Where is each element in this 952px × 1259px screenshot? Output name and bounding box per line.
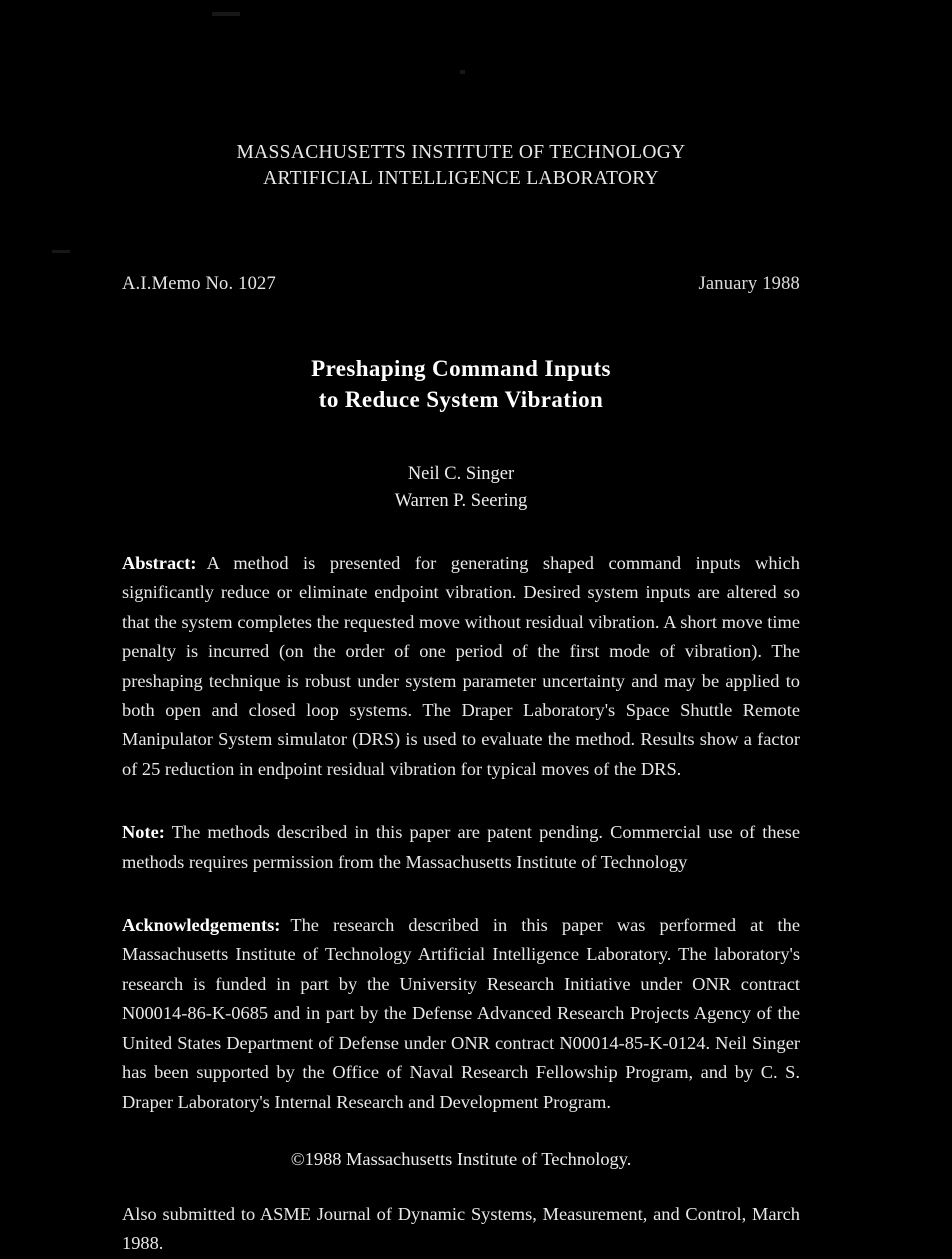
acknowledgements-text: The research described in this paper was performed at the Massachusetts Institute of Technology Artificial Intelligence Laboratory. The laboratory's research is funded in part by the University Research Initiative under ONR contract N00014-86-K-0685 and in part by the Defense Advanced Research Projects Agency of the United States Department of Defense under ONR contract N00014-85-K-0124. Neil Singer has been supported by the Office of Naval Research Fellowship Program, and by C. S. Draper Laboratory's Internal Research and Development Program. [122, 915, 800, 1112]
abstract-label: Abstract: [122, 553, 197, 573]
page-title [122, 353, 800, 415]
acknowledgements-section [122, 911, 800, 1117]
title-line-2: to Reduce System Vibration [318, 387, 604, 412]
memo-number: A.I.Memo No. 1027 [122, 274, 276, 294]
author: Neil C. Singer [407, 464, 515, 484]
abstract-section [122, 549, 800, 784]
memo-meta-row [122, 274, 800, 295]
scan-artifact [460, 70, 465, 74]
author-list [122, 461, 800, 515]
copyright-text: 1988 Massachusetts Institute of Technology. [304, 1148, 632, 1169]
note-section [122, 818, 800, 877]
title-line-1: Preshaping Command Inputs [311, 356, 611, 381]
abstract-text: A method is presented for generating shaped command inputs which significantly reduce or eliminate endpoint vibration. Desired system inputs are altered so that the system completes the requested move without residual vibration. A short move time penalty is incurred (on the order of one period of the first mode of vibration). The preshaping technique is robust under system parameter uncertainty and may be applied to both open and closed loop systems. The Draper Laboratory's Space Shuttle Remote Manipulator System simulator (DRS) is used to evaluate the method. Results show a factor of 25 reduction in endpoint residual vibration for typical moves of the DRS. [122, 553, 800, 779]
institution-line-2: ARTIFICIAL INTELLIGENCE LABORATORY [263, 168, 659, 189]
publication-date: January 1988 [698, 274, 800, 294]
acknowledgements-label: Acknowledgements: [122, 915, 281, 936]
submission-note: Also submitted to ASME Journal of Dynamic Systems, Measurement, and Control, March 1988. [122, 1203, 800, 1254]
author: Warren P. Seering [394, 491, 528, 511]
note-text: The methods described in this paper are patent pending. Commercial use of these methods requires permission from the Massachusetts Institute of Technology [122, 822, 800, 872]
scan-artifact [212, 12, 240, 16]
note-label: Note: [122, 822, 165, 843]
institution-header [122, 140, 800, 192]
copyright-line [122, 1149, 800, 1170]
institution-line-1: MASSACHUSETTS INSTITUTE OF TECHNOLOGY [236, 142, 686, 163]
document-content [122, 140, 800, 1259]
scan-artifact [52, 250, 70, 253]
copyright-icon: © [290, 1148, 305, 1169]
